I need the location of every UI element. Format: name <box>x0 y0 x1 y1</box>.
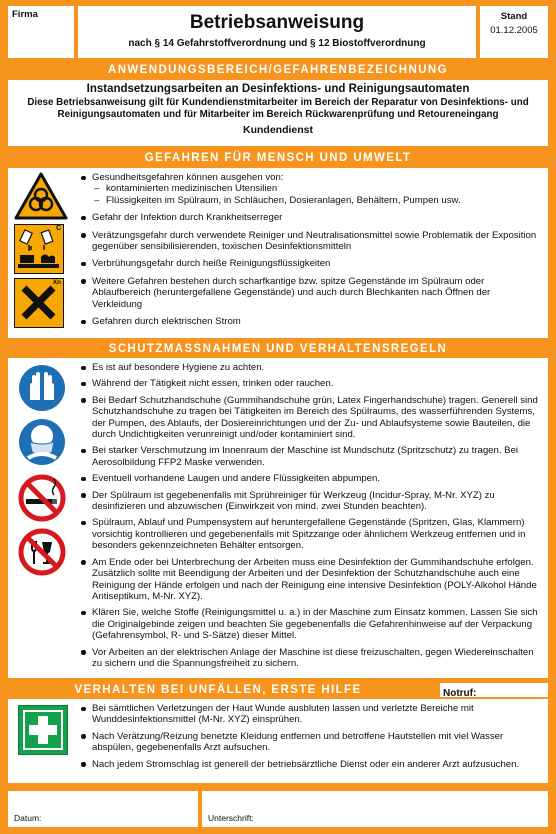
header-title-box <box>78 6 476 58</box>
list-item: Weitere Gefahren bestehen durch scharfkantige bzw. spitze Gegenstände im Spülraum oder Ablaufbereich (heruntergefallene Gegenstände) und auch durch Blechkanten nach Öffnen der Verkleidung <box>78 276 542 310</box>
section-schutz <box>8 358 548 678</box>
section-gefahren <box>8 168 548 338</box>
notruf-label: Notruf: <box>443 688 477 699</box>
list-item: Eventuell vorhandene Laugen und andere Flüssigkeiten abpumpen. <box>78 473 542 484</box>
list-item: Nach jedem Stromschlag ist generell der betriebsärztliche Dienst oder ein anderer Arzt aufzusuchen. <box>78 759 542 770</box>
firma-label: Firma <box>12 9 38 20</box>
corrosive-hazard-icon <box>14 224 64 274</box>
datum-field[interactable] <box>8 791 198 827</box>
datum-label: Datum: <box>14 813 42 823</box>
list-item: Spülraum, Ablauf und Pumpensystem auf heruntergefallene Gegenstände (Spritzen, Glas, Klammern) vorsichtig kontrollieren und gegebenenfalls mit Spitzzange oder ähnlichem Werkzeug entfernen und in besonders gekennzeichneten Behälter entsorgen. <box>78 517 542 551</box>
list-item: Während der Tätigkeit nicht essen, trinken oder rauchen. <box>78 378 542 389</box>
unterschrift-field[interactable] <box>202 791 548 827</box>
sub-item: – kontaminierten medizinischen Utensilien <box>92 183 542 194</box>
list-item: Verätzungsgefahr durch verwendete Reiniger und Neutralisationsmittel sowie Problematik der Exposition gegenüber sensibilisierenden, toxischen Desinfektionsmitteln <box>78 230 542 253</box>
anwendung-description: Diese Betriebsanweisung gilt für Kundendienstmitarbeiter im Bereich der Reparatur von Desinfektions- und Reinigungsautomaten und für Mitarbeiter im Bereich Rückwarenprüfung und Retoureneingang <box>27 97 529 120</box>
unfall-list <box>78 703 542 773</box>
list-item: Gefahren durch elektrischen Strom <box>78 316 542 327</box>
anwendung-department: Kundendienst <box>243 124 313 136</box>
gefahren-list <box>78 172 542 330</box>
list-item: Am Ende oder bei Unterbrechung der Arbeiten muss eine Desinfektion der Gummihandschuhe erfolgen. Zusätzlich sollte mit Beendigung der Arbeiten und der Desinfektion der Schutzhandschuhe auch eine Reinigung der Hände erfolgen und nach der Reinigung eine intensive Desinfektion (POLY-Alkohol Hände Antiseptikum, M-Nr. XYZ). <box>78 557 542 603</box>
stand-date: 01.12.2005 <box>490 25 538 36</box>
no-smoking-icon <box>18 474 66 522</box>
list-item: Gefahr der Infektion durch Krankheitserreger <box>78 212 542 223</box>
section-heading-unfall: VERHALTEN BEI UNFÄLLEN, ERSTE HILFE <box>74 684 362 696</box>
section-heading-schutz: SCHUTZMASSNAHMEN UND VERHALTENSREGELN <box>108 343 448 355</box>
list-item: Verbrühungsgefahr durch heiße Reinigungsflüssigkeiten <box>78 258 542 269</box>
wear-gloves-icon <box>18 364 66 412</box>
section-anwendung <box>8 80 548 146</box>
sub-item: – Flüssigkeiten im Spülraum, in Schläuchen, Dosieranlagen, Behältern, Pumpen usw. <box>92 195 542 206</box>
schutz-list <box>78 362 542 672</box>
list-item: Es ist auf besondere Hygiene zu achten. <box>78 362 542 373</box>
section-heading-anwendung: ANWENDUNGSBEREICH/GEFAHRENBEZEICHNUNG <box>108 64 448 76</box>
section-heading-gefahren: GEFAHREN FÜR MENSCH UND UMWELT <box>144 152 412 164</box>
header-stand-box <box>480 6 548 58</box>
no-eating-drinking-icon <box>18 528 66 576</box>
page-subtitle: nach § 14 Gefahrstoffverordnung und § 12 Biostoffverordnung <box>128 38 426 49</box>
section-unfall <box>8 699 548 783</box>
first-aid-icon <box>18 705 68 755</box>
stand-label: Stand <box>500 11 528 22</box>
list-item: Vor Arbeiten an der elektrischen Anlage der Maschine ist diese freizuschalten, gegen Wiedereinschalten zu sichern und die Spannungsfreiheit zu sichern. <box>78 647 542 670</box>
header-firma-box <box>8 6 74 58</box>
wear-mouth-protection-icon <box>18 418 66 466</box>
list-item: Gesundheitsgefahren können ausgehen von: – kontaminierten medizinischen Utensilien – Flüssigkeiten im Spülraum, in Schläuchen, Dosieranlagen, Behältern, Pumpen usw. <box>78 172 542 206</box>
corrosive-code: C <box>55 225 61 232</box>
anwendung-title: Instandsetzungsarbeiten an Desinfektions- und Reinigungsautomaten <box>86 83 470 95</box>
list-item: Bei starker Verschmutzung im Innenraum der Maschine ist Mundschutz (Spritzschutz) zu tragen. Bei Aerosolbildung FFP2 Maske verwenden. <box>78 445 542 468</box>
notruf-box <box>440 683 548 697</box>
list-item: Der Spülraum ist gegebenenfalls mit Sprühreiniger für Werkzeug (Incidur-Spray, M-Nr. XYZ) zu desinfizieren und abzuwischen (Einwirkzeit von mind. zwei Stunden beachten). <box>78 490 542 513</box>
harmful-code: Xn <box>52 279 61 286</box>
unterschrift-label: Unterschrift: <box>208 813 254 823</box>
harmful-hazard-icon <box>14 278 64 328</box>
list-item: Bei Bedarf Schutzhandschuhe (Gummihandschuhe grün, Latex Fingerhandschuhe) tragen. Generell sind Schutzhandschuhe zu tragen bei Tätigkeiten im Bereich des Spülraums, des wasserführenden Systems, der Pumpen, des Ablaufs, der Dosiereinrichtungen und der Zu- und Ablaufsysteme sowie Bauteilen, die durch Undichtigkeiten verunreinigt und/oder kontaminiert sind. <box>78 395 542 441</box>
biohazard-warning-icon <box>14 172 68 220</box>
page-title: Betriebsanweisung <box>189 12 365 33</box>
list-item: Nach Verätzung/Reizung benetzte Kleidung entfernen und betroffene Hautstellen mit viel Wasser abspülen, gegebenenfalls Arzt aufsuchen. <box>78 731 542 754</box>
list-item: Klären Sie, welche Stoffe (Reinigungsmittel u. a.) in der Maschine zum Einsatz kommen. Lassen Sie sich die Originalgebinde zeigen und beachten Sie gegebenenfalls die Gefahrenhinweise auf der Verpackung (Gefahrensymbol, R- und S-Sätze) dieser Mittel. <box>78 607 542 641</box>
list-item: Bei sämtlichen Verletzungen der Haut Wunde ausbluten lassen und verletzte Bereiche mit Wunddesinfektionsmittel (M-Nr. XYZ) einsprühen. <box>78 703 542 726</box>
